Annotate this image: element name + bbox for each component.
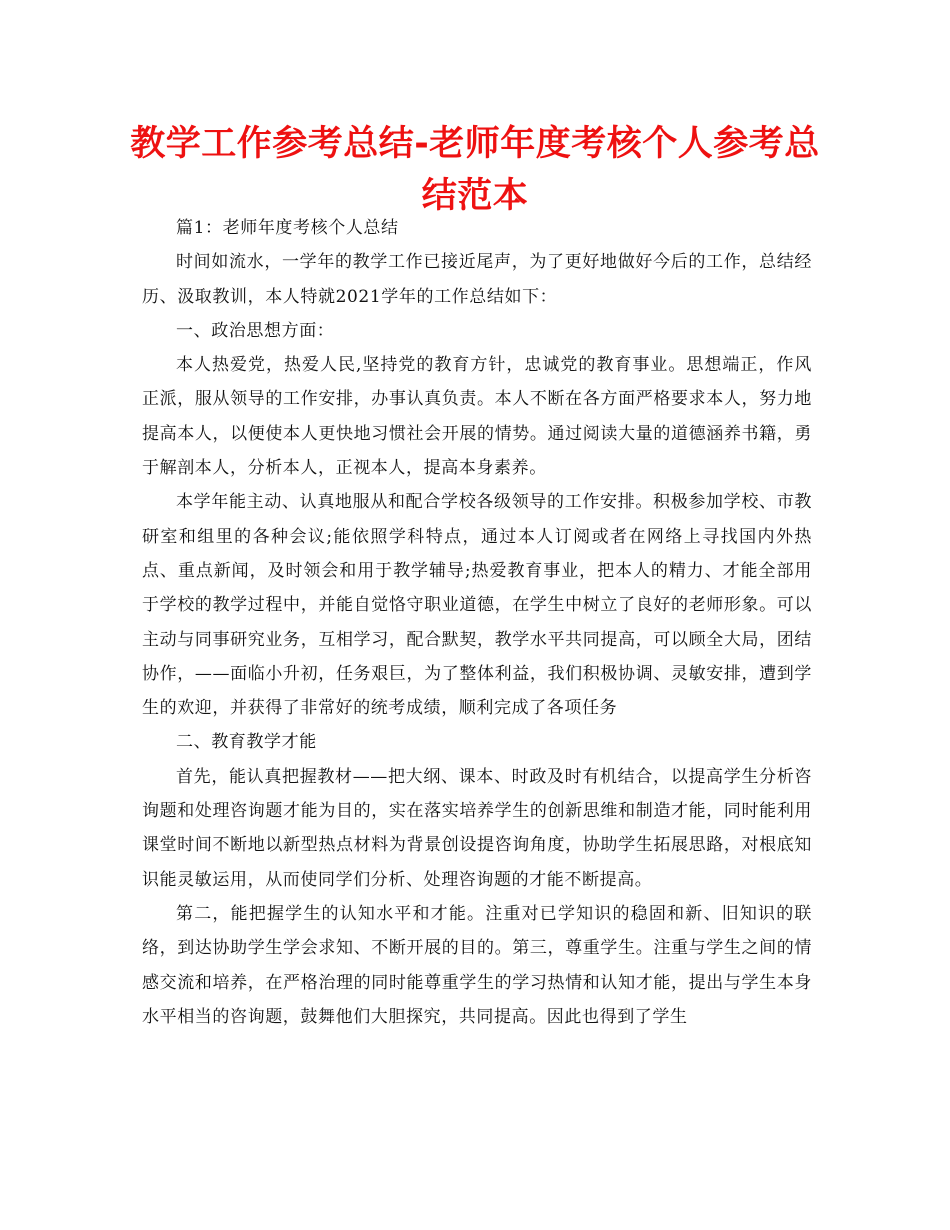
- document-title: 教学工作参考总结-老师年度考核个人参考总结范本: [130, 124, 820, 216]
- document-body: [142, 211, 812, 1034]
- paragraph-heading-teaching: 二、教育教学才能: [176, 732, 317, 753]
- paragraph-politics: 本人热爱党，热爱人民,坚持党的教育方针，忠诚党的教育事业。思想端正，作风正派，服从领导的工作安排，办事认真负责。本人不断在各方面严格要求本人，努力地提高本人，以便使本人更快地习惯社会开展的情势。通过阅读大量的道德涵养书籍，勇于解剖本人，分析本人，正视本人，提高本身素养。: [142, 355, 812, 479]
- paragraph-cooperation: 本学年能主动、认真地服从和配合学校各级领导的工作安排。积极参加学校、市教研室和组里的各种会议;能依照学科特点，通过本人订阅或者在网络上寻找国内外热点、重点新闻，及时领会和用于教学辅导;热爱教育事业，把本人的精力、才能全部用于学校的教学过程中，并能自觉恪守职业道德，在学生中树立了良好的老师形象。可以主动与同事研究业务，互相学习，配合默契，教学水平共同提高，可以顾全大局，团结协作，——面临小升初，任务艰巨，为了整体利益，我们积极协调、灵敏安排，遭到学生的欢迎，并获得了非常好的统考成绩，顺利完成了各项任务: [142, 492, 812, 719]
- paragraph-intro: 时间如流水，一学年的教学工作已接近尾声，为了更好地做好今后的工作，总结经历、汲取教训，本人特就2021学年的工作总结如下：: [142, 252, 812, 307]
- paragraph-teaching-first: 首先，能认真把握教材——把大纲、课本、时政及时有机结合，以提高学生分析咨询题和处理咨询题才能为目的，实在落实培养学生的创新思维和制造才能，同时能利用课堂时间不断地以新型热点材料为背景创设提咨询角度，协助学生拓展思路，对根底知识能灵敏运用，从而使同学们分析、处理咨询题的才能不断提高。: [142, 766, 812, 890]
- paragraph-heading-politics: 一、政治思想方面：: [176, 320, 335, 341]
- paragraph-section-heading: 篇1：老师年度考核个人总结: [176, 218, 399, 238]
- paragraph-teaching-second: 第二，能把握学生的认知水平和才能。注重对已学知识的稳固和新、旧知识的联络，到达协助学生学会求知、不断开展的目的。第三，尊重学生。注重与学生之间的情感交流和培养，在严格治理的同时能尊重学生的学习热情和认知才能，提出与学生本身水平相当的咨询题，鼓舞他们大胆探究，共同提高。因此也得到了学生: [142, 903, 812, 1027]
